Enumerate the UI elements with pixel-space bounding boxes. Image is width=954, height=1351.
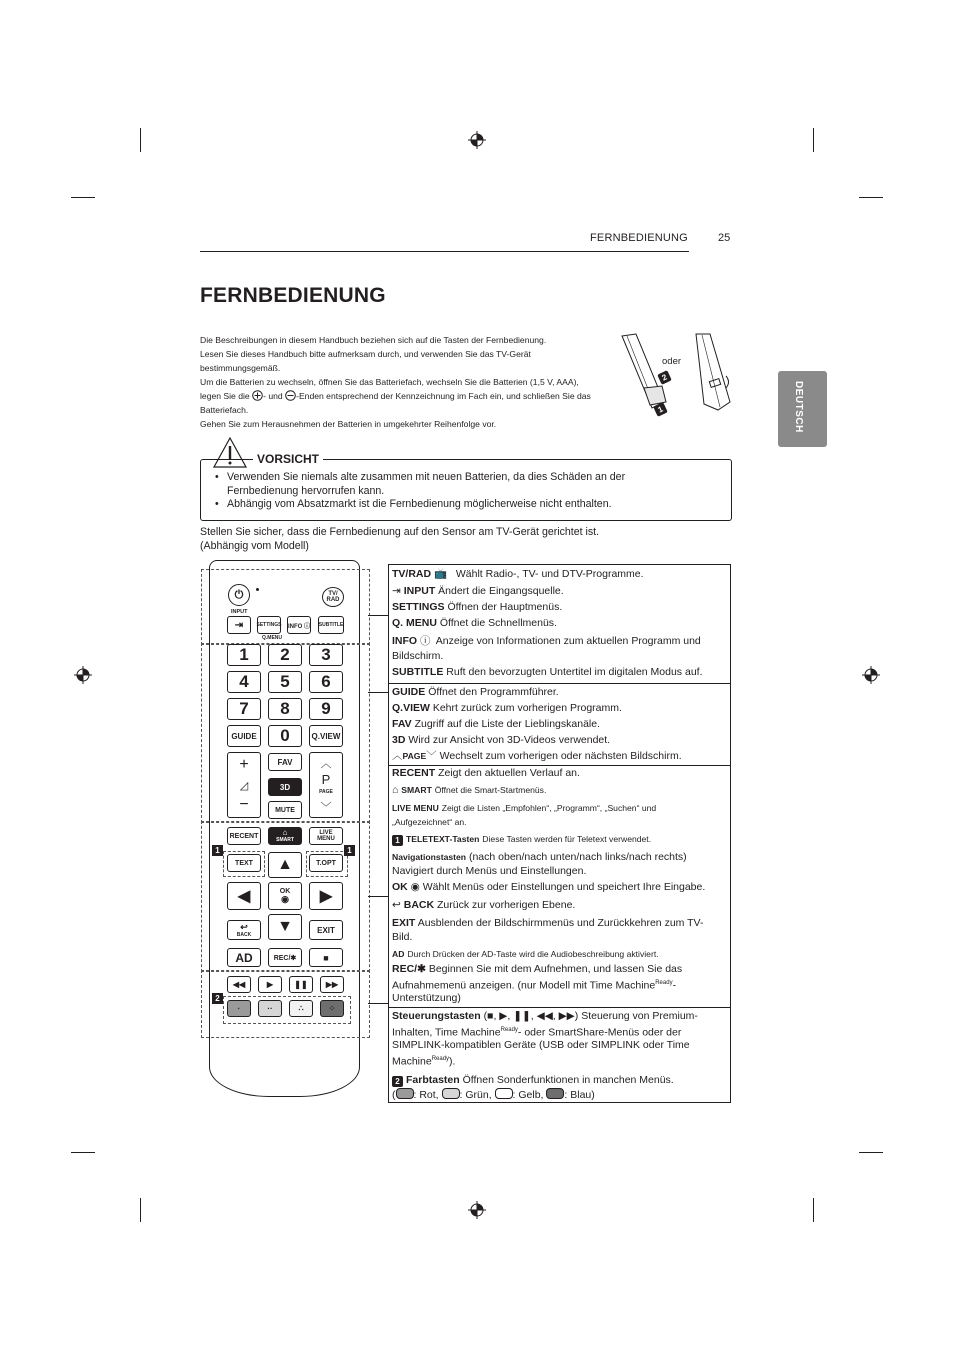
caution-item-continued: Fernbedienung hervorrufen kann. [227, 484, 385, 497]
battery-step-badge: 2 [657, 370, 672, 385]
green-button-icon [442, 1088, 460, 1099]
teletext-badge: 1 [212, 845, 223, 856]
registration-mark-icon [74, 666, 92, 684]
qmenu-label: Q.MENU [262, 635, 282, 641]
group-outline-top [201, 569, 370, 645]
registration-mark-icon [468, 1201, 486, 1219]
ad-button[interactable]: AD [227, 948, 261, 967]
nav-left-button[interactable]: ◀ [227, 882, 261, 910]
instruction-text: Stellen Sie sicher, dass die Fernbedienung auf den Sensor am TV-Gerät gerichtet ist. (Abhängig vom Modell) [200, 526, 600, 552]
live-menu-button[interactable]: LIVE MENU [309, 827, 343, 845]
minus-circle-icon [285, 390, 296, 401]
info-icon: ⓘ [420, 635, 431, 647]
mute-button[interactable]: MUTE [268, 801, 302, 819]
nav-down-button[interactable]: ▼ [268, 914, 302, 940]
rec-button[interactable]: REC/✱ [268, 948, 302, 967]
fast-forward-button[interactable]: ▶▶ [320, 976, 344, 993]
smart-button[interactable]: ⌂ SMART [268, 827, 302, 845]
info-button[interactable]: INFO ⓘ [287, 616, 311, 634]
number-5-button[interactable]: 5 [268, 671, 302, 693]
color-buttons-badge: 2 [392, 1076, 403, 1087]
red-button-icon [396, 1088, 414, 1099]
intro-text: Die Beschreibungen in diesem Handbuch beziehen sich auf die Tasten der Fernbedienung. Lesen Sie dieses Handbuch bitte aufmerksam durch, und verwenden Sie das TV-Gerät bestimmungsgemäß. Um die Batterien zu wechseln, öffnen Sie das Batteriefach, wechseln Sie die Batterien (1,5 V, AAA), legen Sie die - und -Enden entsprechend der Kennzeichnung im Fach ein, und schließen Sie das Batteriefach. Gehen Sie zum Herausnehmen der Batterien in umgekehrter Reihenfolge vor. [200, 335, 591, 429]
text-button[interactable]: TEXT [227, 854, 261, 872]
crop-mark [859, 1152, 883, 1153]
number-9-button[interactable]: 9 [309, 698, 343, 720]
registration-mark-icon [862, 666, 880, 684]
number-7-button[interactable]: 7 [227, 698, 261, 720]
recent-button[interactable]: RECENT [227, 827, 261, 845]
crop-mark [71, 197, 95, 198]
ok-button[interactable]: OK ◉ [268, 882, 302, 910]
topt-button[interactable]: T.OPT [309, 854, 343, 872]
page-title: FERNBEDIENUNG [200, 284, 386, 307]
volume-rocker[interactable] [227, 752, 261, 818]
play-button[interactable]: ▶ [258, 976, 282, 993]
language-tab: DEUTSCH [778, 371, 827, 447]
home-icon: ⌂ [392, 784, 399, 796]
crop-mark [140, 128, 141, 152]
input-button[interactable]: ⇥ [227, 616, 251, 634]
battery-figure-or-label: oder [662, 356, 682, 367]
home-icon: ⌂ [282, 828, 288, 837]
page-number: 25 [718, 232, 731, 244]
connector-line [368, 896, 388, 897]
back-button[interactable]: ↩ BACK [227, 920, 261, 940]
qview-button[interactable]: Q.VIEW [309, 725, 343, 747]
caution-box [200, 459, 732, 521]
chevron-down-icon: ﹀ [426, 750, 437, 762]
ok-circle-icon: ◉ [410, 881, 420, 893]
stop-button[interactable]: ■ [309, 948, 343, 967]
crop-mark [859, 197, 883, 198]
exit-button[interactable]: EXIT [309, 920, 343, 940]
battery-step-badge: 1 [653, 402, 668, 417]
legend-section-4: Steuerungstasten (■, ▶, ❚❚, ◀◀, ▶▶) Steuerung von Premium- Inhalten, Time Machine$^{Ready}$- oder SmartShare-Menüs oder der SIMPLINK-kompatiblen Geräte (USB oder SIMPLINK oder Time Machine$^{Ready}$). 2 Farbtasten Öffnen Sonderfunktionen in manchen Menüs. ( : Rot, : Grün, : Gelb, : Blau) [389, 1007, 730, 1103]
header-rule [200, 251, 689, 252]
legend-section-2: GUIDE Öffnet den Programmführer. Q.VIEW Kehrt zurück zum vorherigen Programm. FAV Zugriff auf die Liste der Lieblingskanäle. 3D Wird zur Ansicht von 3D-Videos verwendet. ︿PAGE﹀ Wechselt zum vorherigen oder nächsten Bildschirm. [389, 683, 730, 766]
green-button[interactable]: ·· [258, 1000, 282, 1017]
back-arrow-icon: ↩ [392, 899, 401, 911]
rewind-button[interactable]: ◀◀ [227, 976, 251, 993]
guide-button[interactable]: GUIDE [227, 725, 261, 747]
pause-button[interactable]: ❚❚ [289, 976, 313, 993]
volume-down-icon: − [239, 796, 249, 813]
number-3-button[interactable]: 3 [309, 644, 343, 666]
input-icon: ⇥ [392, 585, 401, 597]
plus-circle-icon [252, 390, 263, 401]
red-button[interactable]: · [227, 1000, 251, 1017]
button-legend [388, 564, 731, 1103]
connector-line [368, 692, 388, 693]
running-header: FERNBEDIENUNG [590, 232, 688, 244]
crop-mark [813, 128, 814, 152]
number-6-button[interactable]: 6 [309, 671, 343, 693]
crop-mark [813, 1198, 814, 1222]
3d-button[interactable]: 3D [268, 778, 302, 796]
yellow-button[interactable]: ∴ [289, 1000, 313, 1017]
power-button[interactable]: ⏻ [228, 584, 250, 606]
nav-up-button[interactable]: ▲ [268, 852, 302, 878]
settings-button[interactable]: SETTINGS [257, 616, 281, 634]
color-buttons-badge: 2 [212, 993, 223, 1004]
caution-item: • Abhängig vom Absatzmarkt ist die Fernbedienung möglicherweise nicht enthalten. [215, 498, 625, 512]
nav-right-button[interactable]: ▶ [309, 882, 343, 910]
caution-item: • Verwenden Sie niemals alte zusammen mit neuen Batterien, da dies Schäden an der [215, 471, 625, 485]
remote-indicator-dot [256, 588, 259, 591]
number-2-button[interactable]: 2 [268, 644, 302, 666]
legend-section-1: TV/RAD 📺 Wählt Radio-, TV- und DTV-Programme. ⇥ INPUT Ändert die Eingangsquelle. SETTINGS Öffnen der Hauptmenüs. Q. MENU Öffnet die Schnellmenüs. INFO ⓘ Anzeige von Informationen zum aktuellen Programm und Bildschirm. SUBTITLE Ruft den bevorzugten Untertitel im digitalen Modus auf. [392, 568, 703, 678]
blue-button[interactable]: ⁘ [320, 1000, 344, 1017]
page-label: PAGE [319, 789, 333, 795]
crop-mark [140, 1198, 141, 1222]
yellow-button-icon [495, 1088, 513, 1099]
tv-rad-button[interactable]: TV/ RAD [322, 587, 344, 607]
playback-icons: (■, ▶, ❚❚, ◀◀, ▶▶) [483, 1010, 579, 1022]
number-8-button[interactable]: 8 [268, 698, 302, 720]
chevron-down-icon: ﹀ [320, 802, 332, 814]
program-p-label: P [321, 772, 331, 787]
back-arrow-icon: ↩ [240, 921, 248, 932]
tv-radio-icon: 📺 [434, 568, 448, 580]
registration-mark-icon [468, 131, 486, 149]
program-rocker[interactable] [309, 752, 343, 818]
battery-compartment-illustration [614, 332, 732, 422]
connector-line [368, 1003, 388, 1004]
chevron-up-icon: ︿ [320, 758, 332, 770]
volume-icon: ◿ [239, 779, 249, 792]
blue-button-icon [546, 1088, 564, 1099]
input-label: INPUT [231, 609, 248, 615]
number-1-button[interactable]: 1 [227, 644, 261, 666]
connector-line [368, 615, 388, 616]
ok-circle-icon: ◉ [281, 894, 289, 904]
subtitle-button[interactable]: SUBTITLE [318, 616, 344, 634]
teletext-badge: 1 [344, 845, 355, 856]
number-4-button[interactable]: 4 [227, 671, 261, 693]
crop-mark [71, 1152, 95, 1153]
caution-title: VORSICHT [253, 452, 323, 466]
volume-up-icon: + [239, 756, 249, 773]
fav-button[interactable]: FAV [268, 753, 302, 771]
number-0-button[interactable]: 0 [268, 725, 302, 747]
teletext-badge: 1 [392, 835, 403, 846]
legend-section-3: RECENT Zeigt den aktuellen Verlauf an. ⌂ SMART Öffnet die Smart-Startmenüs. LIVE MENU Zeigt die Listen „Empfohlen“, „Programm“, „Suchen“ und „Aufgezeichnet“ an. 1 TELETEXT-Tasten Diese Tasten werden für Teletext verwendet. Navigationstasten (nach oben/nach unten/nach links/nach rechts) Navigiert durch Menüs und Einstellungen. OK ◉ Wählt Menüs oder Einstellungen und speichert Ihre Eingabe. ↩ BACK Zurück zur vorherigen Ebene. EXIT Ausblenden der Bildschirmmenüs und Zurückkehren zum TV- Bild. AD Durch Drücken der AD-Taste wird die Audiobeschreibung aktiviert. REC/✱ Beginnen Sie mit dem Aufnehmen, und lassen Sie das Aufnahmemenü anzeigen. (nur Modell mit Time Machine$^{Ready}$- Unterstützung) [389, 765, 730, 1008]
chevron-up-icon: ︿ [392, 750, 403, 762]
